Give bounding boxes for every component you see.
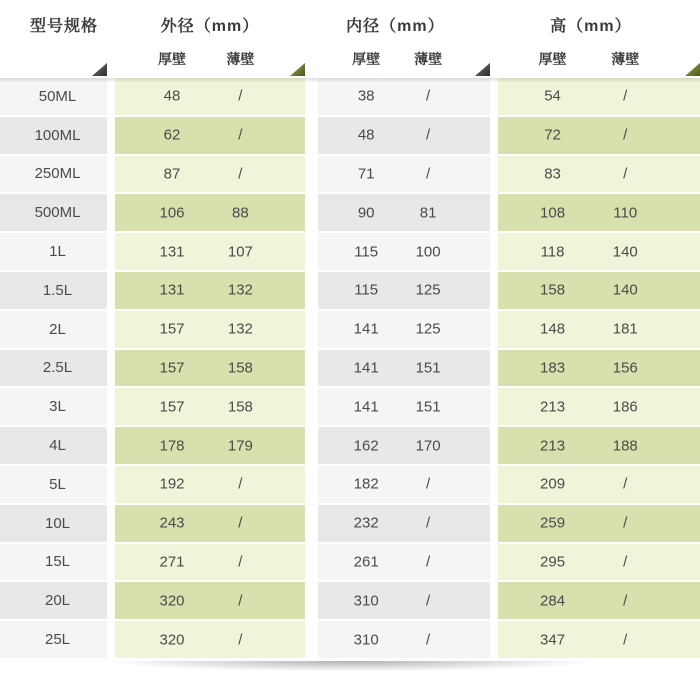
h-thick-value: 118	[540, 243, 565, 261]
column-gap	[305, 544, 318, 581]
od-thin-value: 132	[227, 320, 253, 338]
inner-diameter-header-cell	[318, 0, 490, 78]
model-cell: 15L	[0, 544, 107, 581]
h-thick-value: 183	[540, 359, 566, 377]
id-value-cell	[318, 544, 490, 581]
od-thick-value: 48	[163, 87, 181, 105]
column-gap	[490, 78, 498, 115]
spec-header-label: 型号规格	[30, 18, 99, 35]
column-gap	[490, 388, 498, 425]
column-gap	[490, 582, 498, 619]
od-thin-value: /	[238, 553, 243, 571]
h-thick-value: 259	[540, 514, 566, 532]
h-thin-value: /	[623, 87, 628, 105]
model-cell: 2L	[0, 311, 107, 348]
od-value-cell	[115, 311, 305, 348]
h-value-cell	[498, 311, 700, 348]
id-thin-value: 81	[419, 204, 437, 222]
header-gap	[490, 0, 498, 78]
column-gap	[490, 156, 498, 193]
model-cell: 1.5L	[0, 272, 107, 309]
h-thin-value: /	[623, 126, 628, 144]
od-thin-value: /	[238, 631, 243, 649]
model-cell: 50ML	[0, 78, 107, 115]
od-value-cell	[115, 427, 305, 464]
column-gap	[107, 272, 115, 309]
h-value-cell	[498, 427, 700, 464]
od-thin-value: 132	[227, 281, 253, 299]
column-gap	[305, 78, 318, 115]
h-thin-value: 156	[612, 359, 638, 377]
od-thick-wall-label: 厚壁	[158, 51, 186, 67]
od-thick-value: 157	[159, 320, 185, 338]
column-gap	[107, 156, 115, 193]
h-thin-wall-label: 薄壁	[611, 51, 640, 67]
id-thick-value: 310	[353, 631, 379, 649]
column-gap	[305, 156, 318, 193]
h-thick-value: 213	[540, 437, 566, 455]
h-value-cell	[498, 233, 700, 270]
h-thin-value: 140	[612, 243, 638, 261]
h-thick-value: 72	[544, 126, 561, 144]
column-gap	[305, 427, 318, 464]
h-thick-value: 148	[540, 320, 566, 338]
id-thick-value: 38	[357, 87, 375, 105]
h-thin-value: /	[623, 592, 628, 610]
od-thin-value: /	[238, 165, 243, 183]
model-cell: 2.5L	[0, 350, 107, 387]
inner-diameter-title: 内径（mm）	[346, 18, 445, 35]
od-thick-value: 157	[159, 398, 185, 416]
corner-triangle-olive-icon	[685, 63, 700, 76]
od-thick-value: 131	[159, 281, 185, 299]
h-thin-value: /	[623, 475, 628, 493]
id-value-cell	[318, 621, 490, 658]
id-value-cell	[318, 427, 490, 464]
od-thin-value: 88	[232, 204, 249, 222]
h-thin-value: /	[623, 514, 628, 532]
model-cell: 3L	[0, 388, 107, 425]
column-gap	[305, 621, 318, 658]
height-header-cell	[498, 0, 700, 78]
model-cell: 100ML	[0, 117, 107, 154]
corner-triangle-olive-icon	[290, 63, 305, 76]
id-thin-value: /	[425, 475, 431, 493]
id-thin-value: /	[425, 553, 431, 571]
model-cell: 5L	[0, 466, 107, 503]
h-thick-value: 284	[540, 592, 566, 610]
column-gap	[305, 272, 318, 309]
od-thin-wall-label: 薄壁	[226, 51, 255, 67]
h-thin-value: /	[623, 553, 628, 571]
h-value-cell	[498, 544, 700, 581]
h-value-cell	[498, 388, 700, 425]
od-thin-value: 158	[227, 398, 253, 416]
column-gap	[305, 505, 318, 542]
id-thin-value: /	[425, 126, 431, 144]
id-thin-value: 100	[415, 243, 441, 261]
od-thin-value: 158	[227, 359, 253, 377]
id-thick-value: 310	[353, 592, 379, 610]
column-gap	[490, 621, 498, 658]
id-thick-value: 115	[354, 243, 379, 261]
h-thick-wall-label: 厚壁	[538, 51, 567, 67]
h-thick-value: 295	[540, 553, 566, 571]
id-thin-value: /	[425, 592, 431, 610]
od-thin-value: /	[238, 514, 243, 532]
corner-triangle-dark-icon	[92, 63, 107, 76]
model-cell: 500ML	[0, 194, 107, 231]
id-thick-value: 141	[353, 398, 379, 416]
h-thin-value: /	[623, 631, 628, 649]
h-value-cell	[498, 194, 700, 231]
od-thick-value: 87	[163, 165, 181, 183]
id-value-cell	[318, 582, 490, 619]
column-gap	[490, 544, 498, 581]
id-thin-value: 170	[415, 437, 441, 455]
id-thick-value: 162	[353, 437, 379, 455]
model-cell: 250ML	[0, 156, 107, 193]
outer-diameter-header-cell	[115, 0, 305, 78]
id-value-cell	[318, 388, 490, 425]
column-gap	[107, 505, 115, 542]
od-thick-value: 320	[159, 592, 185, 610]
id-thick-wall-label: 厚壁	[352, 51, 381, 67]
od-value-cell	[115, 544, 305, 581]
model-cell: 4L	[0, 427, 107, 464]
id-value-cell	[318, 311, 490, 348]
id-thin-value: /	[425, 87, 431, 105]
od-value-cell	[115, 466, 305, 503]
id-thin-value: /	[425, 165, 431, 183]
id-value-cell	[318, 233, 490, 270]
column-gap	[107, 233, 115, 270]
od-thin-value: 179	[227, 437, 253, 455]
outer-diameter-title: 外径（mm）	[160, 18, 260, 35]
column-gap	[305, 350, 318, 387]
od-value-cell	[115, 621, 305, 658]
column-gap	[107, 350, 115, 387]
id-value-cell	[318, 350, 490, 387]
h-thick-value: 108	[540, 204, 566, 222]
model-cell: 1L	[0, 233, 107, 270]
od-thick-value: 192	[159, 475, 185, 493]
h-thick-value: 158	[540, 281, 566, 299]
column-gap	[305, 194, 318, 231]
od-value-cell	[115, 156, 305, 193]
column-gap	[107, 544, 115, 581]
column-gap	[107, 427, 115, 464]
column-gap	[107, 388, 115, 425]
h-value-cell	[498, 156, 700, 193]
column-gap	[305, 466, 318, 503]
column-gap	[305, 117, 318, 154]
id-value-cell	[318, 156, 490, 193]
column-gap	[107, 194, 115, 231]
id-value-cell	[318, 194, 490, 231]
height-title: 高（mm）	[550, 18, 632, 35]
column-gap	[490, 466, 498, 503]
id-thick-value: 141	[353, 359, 379, 377]
od-thick-value: 178	[159, 437, 185, 455]
h-value-cell	[498, 505, 700, 542]
h-value-cell	[498, 78, 700, 115]
id-thick-value: 48	[357, 126, 375, 144]
h-thin-value: /	[623, 165, 628, 183]
h-thin-value: 110	[613, 204, 638, 222]
h-value-cell	[498, 466, 700, 503]
column-gap	[305, 388, 318, 425]
column-gap	[107, 466, 115, 503]
od-thick-value: 131	[159, 243, 185, 261]
column-gap	[490, 427, 498, 464]
column-gap	[305, 233, 318, 270]
id-thin-wall-label: 薄壁	[414, 51, 443, 67]
od-value-cell	[115, 388, 305, 425]
table-drop-shadow	[14, 661, 686, 676]
id-thin-value: 125	[415, 281, 441, 299]
od-thick-value: 106	[159, 204, 185, 222]
column-gap	[107, 582, 115, 619]
column-gap	[490, 194, 498, 231]
table-body	[0, 78, 700, 658]
od-value-cell	[115, 272, 305, 309]
od-thin-value: 107	[227, 243, 253, 261]
id-thick-value: 71	[357, 165, 375, 183]
h-thick-value: 347	[540, 631, 566, 649]
h-thin-value: 181	[612, 320, 638, 338]
id-thin-value: /	[425, 514, 431, 532]
header-gap	[107, 0, 115, 78]
id-thin-value: 125	[415, 320, 441, 338]
corner-triangle-dark-icon	[475, 63, 490, 76]
od-thin-value: /	[238, 126, 243, 144]
column-gap	[305, 311, 318, 348]
id-value-cell	[318, 505, 490, 542]
column-gap	[490, 233, 498, 270]
id-thin-value: 151	[415, 359, 441, 377]
id-thick-value: 141	[353, 320, 379, 338]
od-value-cell	[115, 582, 305, 619]
h-value-cell	[498, 117, 700, 154]
column-gap	[490, 117, 498, 154]
h-thick-value: 209	[540, 475, 566, 493]
od-value-cell	[115, 505, 305, 542]
h-thick-value: 83	[544, 165, 561, 183]
od-value-cell	[115, 350, 305, 387]
column-gap	[490, 311, 498, 348]
h-value-cell	[498, 582, 700, 619]
column-gap	[490, 272, 498, 309]
id-value-cell	[318, 272, 490, 309]
column-gap	[107, 311, 115, 348]
id-thick-value: 232	[353, 514, 379, 532]
h-thin-value: 186	[612, 398, 638, 416]
column-gap	[107, 621, 115, 658]
od-thick-value: 243	[159, 514, 185, 532]
column-gap	[490, 350, 498, 387]
id-value-cell	[318, 466, 490, 503]
od-thin-value: /	[238, 87, 243, 105]
model-cell: 20L	[0, 582, 107, 619]
h-value-cell	[498, 350, 700, 387]
h-thin-value: 188	[612, 437, 638, 455]
od-value-cell	[115, 194, 305, 231]
od-thin-value: /	[238, 475, 243, 493]
id-value-cell	[318, 117, 490, 154]
id-thick-value: 182	[353, 475, 379, 493]
column-gap	[107, 78, 115, 115]
od-value-cell	[115, 233, 305, 270]
h-thick-value: 213	[540, 398, 566, 416]
id-thick-value: 261	[353, 553, 379, 571]
od-thick-value: 62	[163, 126, 181, 144]
od-value-cell	[115, 78, 305, 115]
id-thick-value: 115	[354, 281, 379, 299]
h-thick-value: 54	[544, 87, 561, 105]
id-thin-value: 151	[415, 398, 441, 416]
spec-header-cell	[0, 0, 107, 78]
h-value-cell	[498, 621, 700, 658]
model-cell: 25L	[0, 621, 107, 658]
id-thick-value: 90	[357, 204, 375, 222]
table-header	[0, 0, 700, 78]
model-cell: 10L	[0, 505, 107, 542]
header-gap	[305, 0, 318, 78]
column-gap	[490, 505, 498, 542]
column-gap	[107, 117, 115, 154]
od-thick-value: 157	[159, 359, 185, 377]
h-value-cell	[498, 272, 700, 309]
od-value-cell	[115, 117, 305, 154]
id-thin-value: /	[425, 631, 431, 649]
column-gap	[305, 582, 318, 619]
h-thin-value: 140	[612, 281, 638, 299]
id-value-cell	[318, 78, 490, 115]
od-thin-value: /	[238, 592, 243, 610]
od-thick-value: 271	[159, 553, 185, 571]
od-thick-value: 320	[159, 631, 185, 649]
